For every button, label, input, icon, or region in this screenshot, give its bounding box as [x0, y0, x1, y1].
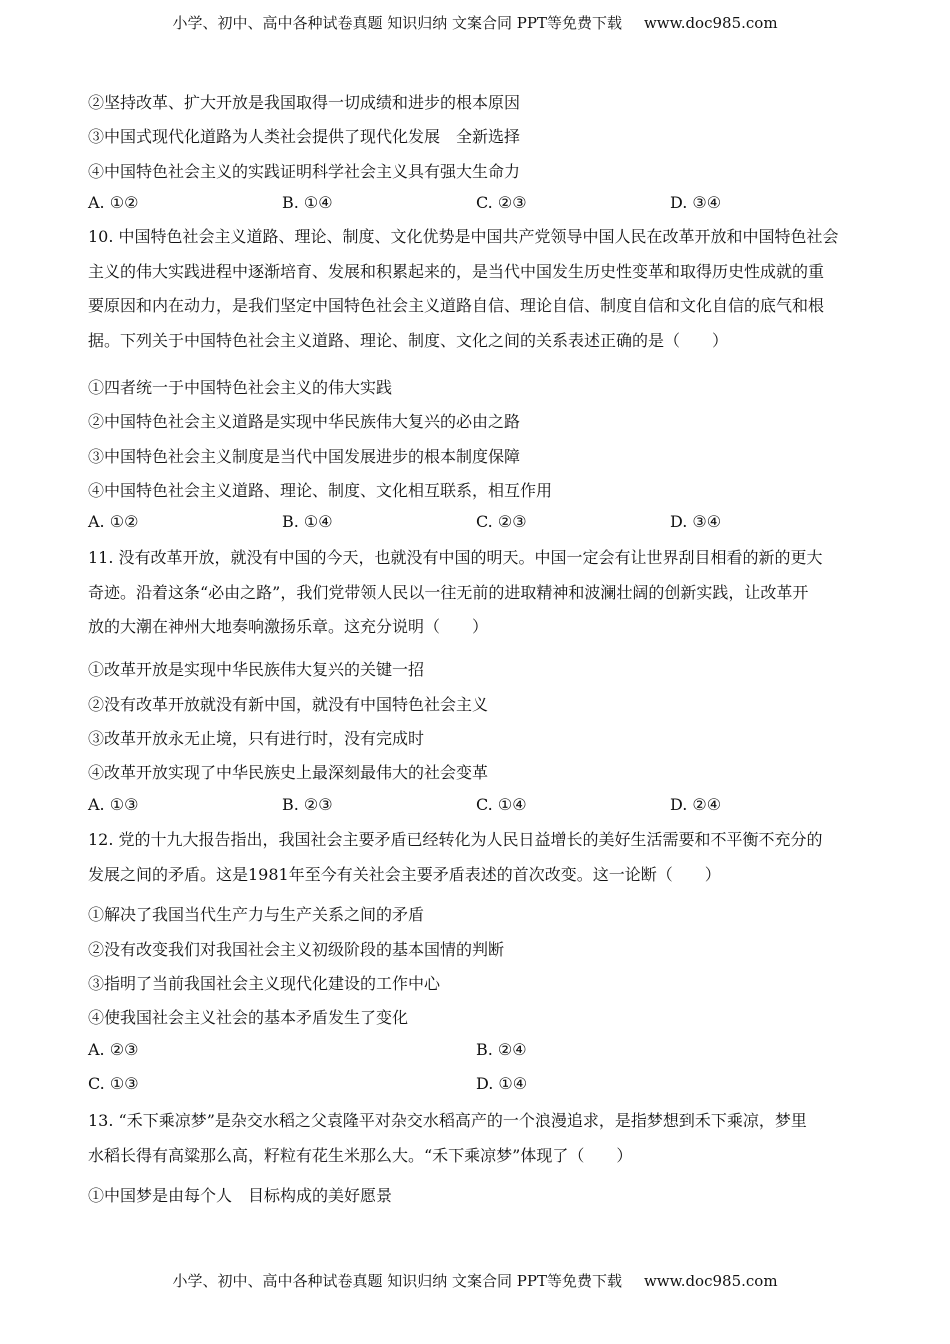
q10-stem-line: 据。下列关于中国特色社会主义道路、理论、制度、文化之间的关系表述正确的是（ ）: [88, 330, 729, 350]
q12-option-a[interactable]: A. ②③: [88, 1040, 139, 1059]
q12-option-c[interactable]: C. ①③: [88, 1074, 139, 1093]
q9-item-2: ②坚持改革、扩大开放是我国取得一切成绩和进步的根本原因: [88, 93, 521, 112]
footer-url[interactable]: www.doc985.com: [643, 1272, 778, 1290]
q10-option-d[interactable]: D. ③④: [670, 512, 722, 531]
q11-option-a[interactable]: A. ①③: [88, 795, 139, 814]
q12-item-2: ②没有改变我们对我国社会主义初级阶段的基本国情的判断: [88, 940, 505, 959]
q13-stem-line: 水稻长得有高粱那么高，籽粒有花生米那么大。“禾下乘凉梦”体现了（ ）: [88, 1145, 633, 1165]
q10-option-a[interactable]: A. ①②: [88, 512, 139, 531]
footer-text: 小学、初中、高中各种试卷真题 知识归纳 文案合同 PPT等免费下载: [172, 1272, 622, 1290]
page-footer: [0, 1270, 950, 1291]
q11-item-2: ②没有改革开放就没有新中国，就没有中国特色社会主义: [88, 695, 489, 714]
q12-item-1: ①解决了我国当代生产力与生产关系之间的矛盾: [88, 905, 425, 924]
q11-stem-line: 奇迹。沿着这条“必由之路”，我们党带领人民以一往无前的进取精神和波澜壮阔的创新实践，让改革开: [88, 582, 809, 602]
q10-stem: [88, 220, 870, 358]
q9-option-d[interactable]: D. ③④: [670, 193, 722, 212]
header-text: 小学、初中、高中各种试卷真题 知识归纳 文案合同 PPT等免费下载: [172, 14, 622, 32]
q13-item-1: ①中国梦是由每个人 目标构成的美好愿景: [88, 1186, 393, 1205]
q11-item-1: ①改革开放是实现中华民族伟大复兴的关键一招: [88, 660, 425, 679]
q10-option-b[interactable]: B. ①④: [282, 512, 333, 531]
q10-stem-line: 10. 中国特色社会主义道路、理论、制度、文化优势是中国共产党领导中国人民在改革开放和中国特色社会: [88, 227, 839, 246]
page-header: [0, 12, 950, 33]
q11-option-c[interactable]: C. ①④: [476, 795, 527, 814]
q9-item-3: ③中国式现代化道路为人类社会提供了现代化发展 全新选择: [88, 127, 521, 146]
q9-option-a[interactable]: A. ①②: [88, 193, 139, 212]
q11-option-b[interactable]: B. ②③: [282, 795, 333, 814]
q12-stem-line: 12. 党的十九大报告指出，我国社会主要矛盾已经转化为人民日益增长的美好生活需要和不平衡不充分的: [88, 830, 823, 849]
q12-option-b[interactable]: B. ②④: [476, 1040, 527, 1059]
q10-option-c[interactable]: C. ②③: [476, 512, 527, 531]
q11-item-3: ③改革开放永无止境，只有进行时，没有完成时: [88, 729, 425, 748]
q10-item-1: ①四者统一于中国特色社会主义的伟大实践: [88, 378, 393, 397]
q12-option-d[interactable]: D. ①④: [476, 1074, 528, 1093]
q10-item-2: ②中国特色社会主义道路是实现中华民族伟大复兴的必由之路: [88, 412, 521, 431]
q13-stem: [88, 1104, 870, 1173]
q11-item-4: ④改革开放实现了中华民族史上最深刻最伟大的社会变革: [88, 763, 489, 782]
header-url[interactable]: www.doc985.com: [643, 14, 778, 32]
q10-item-3: ③中国特色社会主义制度是当代中国发展进步的根本制度保障: [88, 447, 521, 466]
q13-stem-line: 13. “禾下乘凉梦”是杂交水稻之父袁隆平对杂交水稻高产的一个浪漫追求，是指梦想到禾下乘凉，梦里: [88, 1111, 807, 1130]
q11-stem-line: 放的大潮在神州大地奏响激扬乐章。这充分说明（ ）: [88, 617, 489, 636]
q12-item-3: ③指明了当前我国社会主义现代化建设的工作中心: [88, 974, 441, 993]
q9-item-4: ④中国特色社会主义的实践证明科学社会主义具有强大生命力: [88, 162, 521, 181]
q11-option-d[interactable]: D. ②④: [670, 795, 722, 814]
q12-item-4: ④使我国社会主义社会的基本矛盾发生了变化: [88, 1008, 409, 1027]
q11-stem: [88, 541, 870, 645]
q9-option-c[interactable]: C. ②③: [476, 193, 527, 212]
q10-stem-line: 要原因和内在动力，是我们坚定中国特色社会主义道路自信、理论自信、制度自信和文化自信的底气和根: [88, 296, 825, 315]
q11-stem-line: 11. 没有改革开放，就没有中国的今天，也就没有中国的明天。中国一定会有让世界刮目相看的新的更大: [88, 548, 823, 567]
q12-stem: [88, 823, 870, 892]
q10-stem-line: 主义的伟大实践进程中逐渐培育、发展和积累起来的，是当代中国发生历史性变革和取得历史性成就的重: [88, 261, 825, 281]
q12-stem-line: 发展之间的矛盾。这是1981年至今有关社会主要矛盾表述的首次改变。这一论断（ ）: [88, 864, 721, 884]
q10-item-4: ④中国特色社会主义道路、理论、制度、文化相互联系，相互作用: [88, 481, 553, 500]
q9-option-b[interactable]: B. ①④: [282, 193, 333, 212]
